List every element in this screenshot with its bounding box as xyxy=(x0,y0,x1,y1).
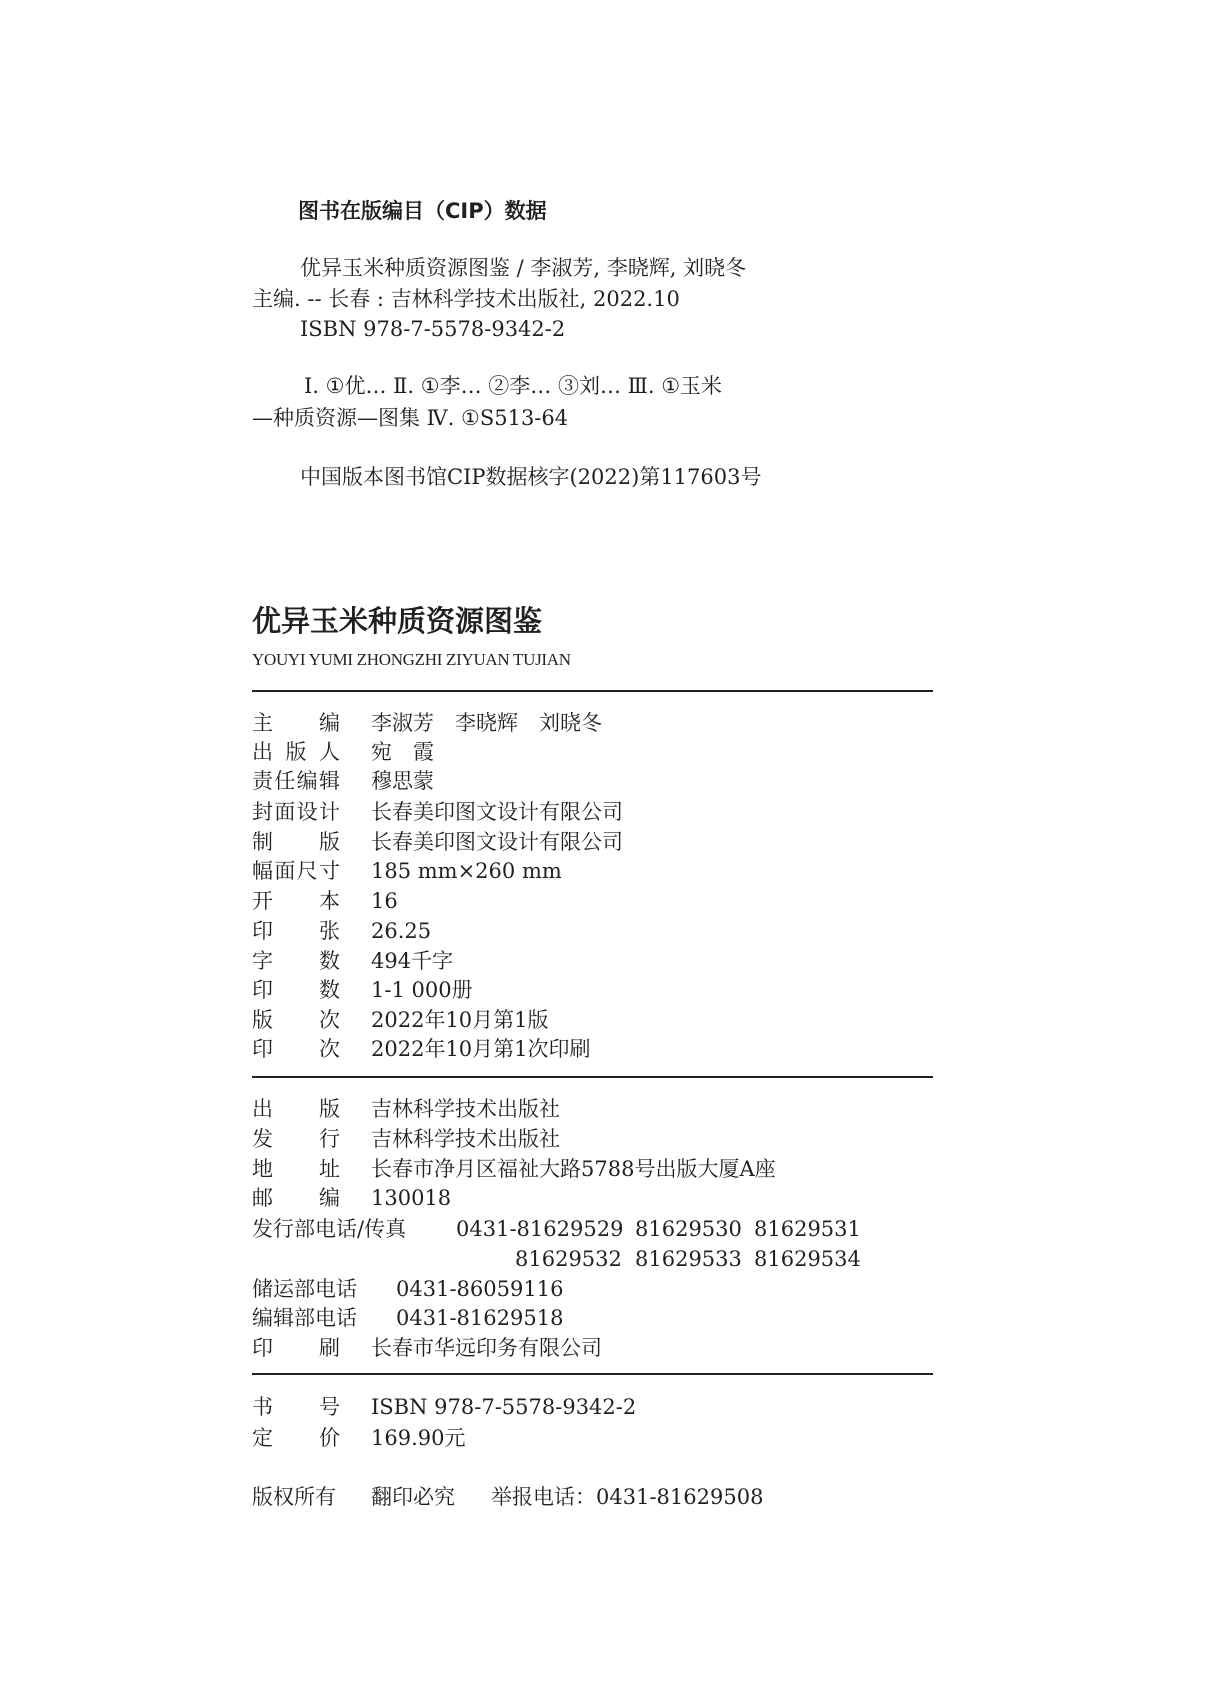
credit-row xyxy=(252,1037,591,1061)
credit-row xyxy=(252,800,623,824)
row-label: 出版人 xyxy=(252,740,340,764)
row-value: 0431-81629518 xyxy=(396,1306,564,1330)
row-label: 开本 xyxy=(252,889,340,913)
book-title-pinyin: YOUYI YUMI ZHONGZHI ZIYUAN TUJIAN xyxy=(252,650,571,669)
phone-number: 81629534 xyxy=(754,1247,861,1271)
row-label: 储运部电话 xyxy=(252,1277,357,1301)
row-value: 1-1 000册 xyxy=(371,978,473,1002)
postcode-row xyxy=(252,1186,452,1210)
phone-number: 81629532 xyxy=(515,1247,622,1271)
phone-number: 81629531 xyxy=(754,1217,861,1241)
row-value: 长春美印图文设计有限公司 xyxy=(371,830,623,854)
row-label: 书号 xyxy=(252,1395,340,1419)
row-value: 494千字 xyxy=(371,949,454,973)
row-value: 宛 霞 xyxy=(371,740,434,764)
cip-line: 优异玉米种质资源图鉴 / 李淑芳, 李晓辉, 刘晓冬 xyxy=(300,256,747,280)
credit-row xyxy=(252,711,602,735)
row-label: 封面设计 xyxy=(252,800,340,824)
row-value: 李淑芳 李晓辉 刘晓冬 xyxy=(371,711,602,735)
row-label: 发行 xyxy=(252,1127,340,1151)
row-value: 2022年10月第1版 xyxy=(371,1008,549,1032)
row-label: 制版 xyxy=(252,830,340,854)
row-label: 印张 xyxy=(252,919,340,943)
credit-row xyxy=(252,949,454,973)
row-value: 长春市华远印务有限公司 xyxy=(371,1336,602,1360)
divider xyxy=(252,690,933,692)
row-value: 185 mm×260 mm xyxy=(371,859,562,883)
row-value: 吉林科学技术出版社 xyxy=(371,1127,560,1151)
editorial-phone-row xyxy=(252,1306,564,1330)
row-label: 印数 xyxy=(252,978,340,1002)
phone-number: 0431-81629529 xyxy=(456,1217,624,1241)
row-label: 定价 xyxy=(252,1426,340,1450)
address-row xyxy=(252,1157,776,1181)
credit-row xyxy=(252,740,434,764)
row-value: 穆思蒙 xyxy=(371,769,434,793)
book-title: 优异玉米种质资源图鉴 xyxy=(252,604,543,638)
copyright-no-copy: 翻印必究 xyxy=(371,1485,455,1509)
price-row xyxy=(252,1426,466,1450)
row-label: 发行部电话/传真 xyxy=(252,1217,407,1241)
row-label: 印次 xyxy=(252,1037,340,1061)
cip-line: Ⅰ. ①优… Ⅱ. ①李… ②李… ③刘… Ⅲ. ①玉米 xyxy=(304,374,723,398)
copyright-line xyxy=(252,1485,764,1509)
row-label: 字数 xyxy=(252,949,340,973)
row-label: 幅面尺寸 xyxy=(252,859,340,883)
credit-row xyxy=(252,889,398,913)
row-value: 16 xyxy=(371,889,398,913)
cip-heading: 图书在版编目（CIP）数据 xyxy=(298,199,547,223)
storage-phone-row xyxy=(252,1277,564,1301)
credit-row xyxy=(252,859,562,883)
publisher-row xyxy=(252,1097,560,1121)
distributor-row xyxy=(252,1127,560,1151)
row-label: 主编 xyxy=(252,711,340,735)
credit-row xyxy=(252,1008,549,1032)
row-label: 编辑部电话 xyxy=(252,1306,357,1330)
phone-number: 81629533 xyxy=(635,1247,742,1271)
cip-line: —种质资源—图集 Ⅳ. ①S513-64 xyxy=(252,406,569,430)
row-value: 0431-86059116 xyxy=(396,1277,564,1301)
divider xyxy=(252,1373,933,1375)
row-value: 吉林科学技术出版社 xyxy=(371,1097,560,1121)
cip-line: 主编. -- 长春 : 吉林科学技术出版社, 2022.10 xyxy=(252,287,680,311)
credit-row xyxy=(252,769,434,793)
cip-line: 中国版本图书馆CIP数据核字(2022)第117603号 xyxy=(300,465,762,489)
row-label: 邮编 xyxy=(252,1186,340,1210)
row-label: 版次 xyxy=(252,1008,340,1032)
phone-number: 81629530 xyxy=(635,1217,742,1241)
row-value: 169.90元 xyxy=(371,1426,466,1450)
row-label: 地址 xyxy=(252,1157,340,1181)
row-value: 130018 xyxy=(371,1186,452,1210)
copyright-report: 举报电话：0431-81629508 xyxy=(491,1485,764,1509)
row-label: 出版 xyxy=(252,1097,340,1121)
isbn-row xyxy=(252,1395,637,1419)
divider xyxy=(252,1076,933,1078)
sales-phone-row xyxy=(252,1219,952,1279)
row-value: 长春市净月区福祉大路5788号出版大厦A座 xyxy=(371,1157,776,1181)
credit-row xyxy=(252,919,432,943)
row-value: 2022年10月第1次印刷 xyxy=(371,1037,591,1061)
row-value: 26.25 xyxy=(371,919,432,943)
row-label: 印刷 xyxy=(252,1336,340,1360)
printer-row xyxy=(252,1336,602,1360)
row-label: 责任编辑 xyxy=(252,769,340,793)
row-value: ISBN 978-7-5578-9342-2 xyxy=(371,1395,637,1419)
credit-row xyxy=(252,978,473,1002)
cip-line: ISBN 978-7-5578-9342-2 xyxy=(300,317,566,341)
copyright-rights: 版权所有 xyxy=(252,1485,336,1509)
row-value: 长春美印图文设计有限公司 xyxy=(371,800,623,824)
credit-row xyxy=(252,830,623,854)
